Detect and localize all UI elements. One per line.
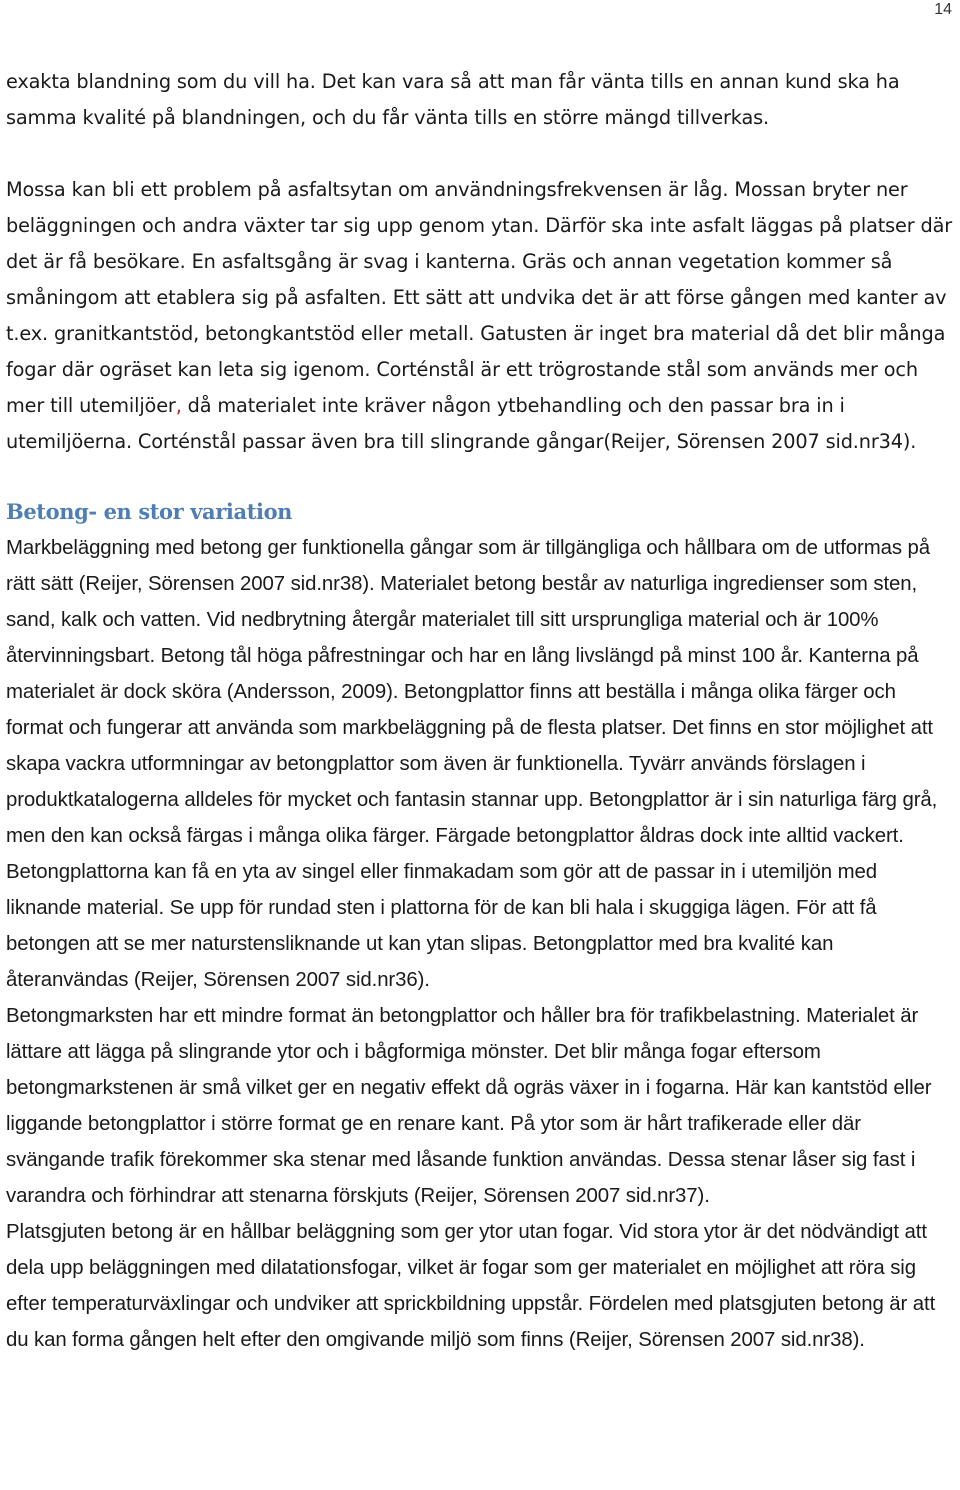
- intro-paragraph-1: exakta blandning som du vill ha. Det kan vara så att man får vänta tills en annan kund ska ha samma kvalité på blandningen, och du får vänta tills en större mängd tillverkas.: [6, 70, 900, 129]
- intro-paragraph-2-text-a: Mossa kan bli ett problem på asfaltsytan om användningsfrekvensen är låg. Mossan bryter ner beläggningen och andra växter tar sig upp genom ytan. Därför ska inte asfalt läggas på platser där det är få besökare. En asfaltsgång är svag i kanterna. Gräs och annan vegetation kommer så småningom att etablera sig på asfalten. Ett sätt att undvika det är att förse gången med kanter av t.ex. granitkantstöd, betongkantstöd eller metall. Gatusten är inget bra material då det blir många fogar där ogräset kan leta sig igenom. Corténstål är ett trögrostande stål som används mer och mer till utemiljöer: [6, 178, 953, 417]
- section-paragraph-2: Betongmarksten har ett mindre format än betongplattor och håller bra för trafikbelastning. Materialet är lättare att lägga på slingrande ytor och i bågformiga mönster. Det blir många fogar eftersom betongmarkstenen är små vilket ger en negativ effekt då ogräs växer in i fogarna. Här kan kantstöd eller liggande betongplattor i större format ge en renare kant. På ytor som är hårt trafikerade eller där svängande trafik förekommer ska stenar med låsande funktion användas. Dessa stenar låser sig fast i varandra och förhindrar att stenarna förskjuts (Reijer, Sörensen 2007 sid.nr37).: [6, 1005, 932, 1207]
- intro-section: [6, 64, 954, 460]
- page-number: 14: [934, 1, 952, 18]
- intro-paragraph-2-text-b: då materialet inte kräver någon ytbehandling och den passar bra in i utemiljöerna. Corténstål passar även bra till slingrande gångar(Reijer, Sörensen 2007 sid.nr34).: [6, 394, 917, 453]
- section-paragraph-1: Markbeläggning med betong ger funktionella gångar som är tillgängliga och hållbara om de utformas på rätt sätt (Reijer, Sörensen 2007 sid.nr38). Materialet betong består av naturliga ingredienser som sten, sand, kalk och vatten. Vid nedbrytning återgår materialet till sitt ursprungliga material och är 100% återvinningsbart. Betong tål höga påfrestningar och har en lång livslängd på minst 100 år. Kanterna på materialet är dock sköra (Andersson, 2009). Betongplattor finns att beställa i många olika färger och format och fungerar att använda som markbeläggning på de flesta platser. Det finns en stor möjlighet att skapa vackra utformningar av betongplattor som även är funktionella. Tyvärr används förslagen i produktkatalogerna alldeles för mycket och fantasin stannar upp. Betongplattor är i sin naturliga färg grå, men den kan också färgas i många olika färger. Färgade betongplattor åldras dock inte alltid vackert. Betongplattorna kan få en yta av singel eller finmakadam som gör att de passar in i utemiljön med liknande material. Se upp för rundad sten i plattorna för de kan bli hala i skuggiga lägen. För att få betongen att se mer naturstensliknande ut kan ytan slipas. Betongplattor med bra kvalité kan återanvändas (Reijer, Sörensen 2007 sid.nr36).: [6, 537, 938, 991]
- section-paragraph-3: Platsgjuten betong är en hållbar beläggning som ger ytor utan fogar. Vid stora ytor är det nödvändigt att dela upp beläggningen med dilatationsfogar, vilket är fogar som ger materialet en möjlighet att röra sig efter temperaturväxlingar och undviker att sprickbildning uppstår. Fördelen med platsgjuten betong är att du kan forma gången helt efter den omgivande miljö som finns (Reijer, Sörensen 2007 sid.nr38).: [6, 1221, 936, 1351]
- section-body: [6, 530, 954, 1358]
- highlighted-comma: ,: [175, 394, 182, 417]
- paragraph-spacer: [6, 136, 954, 172]
- intro-paragraph-2: [6, 172, 954, 460]
- section-spacer: [6, 460, 954, 494]
- document-body: [6, 64, 954, 1358]
- section-heading: Betong- en stor variation: [6, 499, 293, 524]
